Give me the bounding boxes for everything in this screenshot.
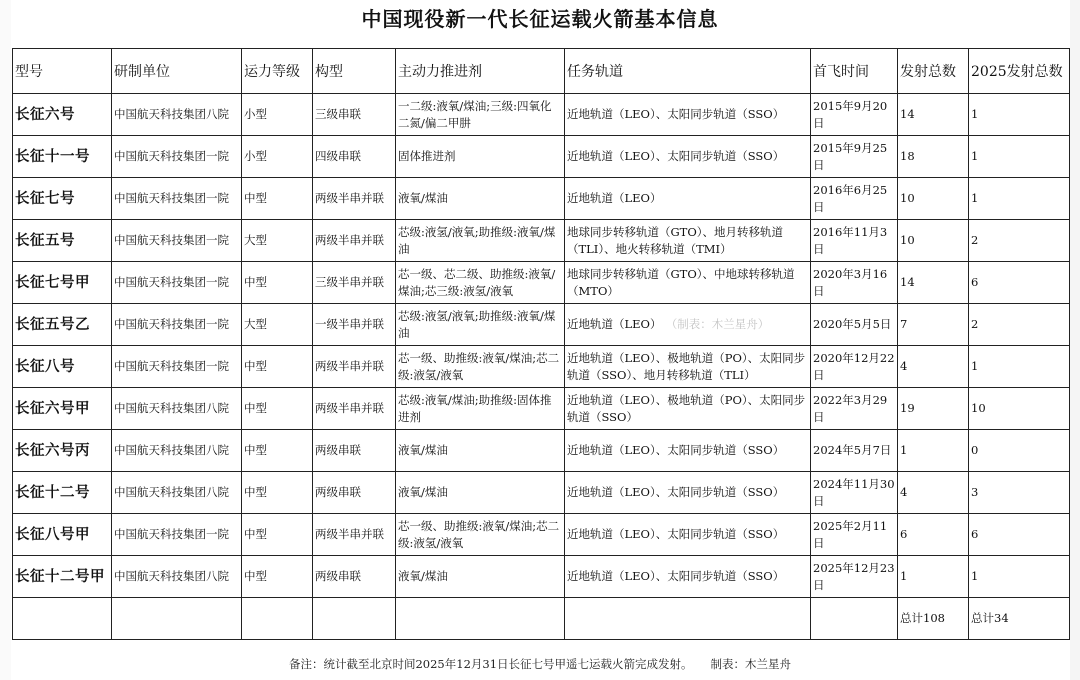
model-cell-text: 长征十二号甲 [15,568,105,585]
developer-cell-text: 中国航天科技集团一院 [114,275,229,289]
class-cell [242,94,313,136]
class-cell-text: 中型 [244,401,267,415]
class-cell [242,472,313,514]
config-cell [313,136,396,178]
propellant-cell-text: 一二级:液氧/煤油;三级:四氧化二氮/偏二甲肼 [398,98,552,130]
propellant-cell-text: 芯一级、助推级:液氧/煤油;芯二级:液氢/液氧 [398,518,560,550]
developer-cell-text: 中国航天科技集团一院 [114,317,229,331]
developer-cell-text: 中国航天科技集团八院 [114,569,229,583]
launches-2025-cell [969,136,1070,178]
launches-2025-cell [969,388,1070,430]
developer-cell [112,388,242,430]
first-flight-cell [811,220,898,262]
table-row [13,220,1070,262]
developer-cell [112,556,242,598]
propellant-cell [396,262,565,304]
class-cell-text: 中型 [244,443,267,457]
first-flight-cell [811,556,898,598]
total-launches-cell [898,94,969,136]
developer-cell [112,304,242,346]
developer-cell-text: 中国航天科技集团一院 [114,359,229,373]
first-flight-cell [811,262,898,304]
total-launches-cell-text: 7 [900,317,908,331]
propellant-cell [396,472,565,514]
propellant-cell-text: 液氧/煤油 [398,443,448,457]
developer-cell [112,136,242,178]
table-row [13,262,1070,304]
orbit-cell-text: 近地轨道（LEO）、太阳同步轨道（SSO） [567,527,785,541]
total-launches-cell-text: 19 [900,401,915,415]
total-launches-cell-text: 4 [900,359,908,373]
model-cell-text: 长征十二号 [15,484,90,501]
watermark-text: （制表：木兰星舟） [671,317,770,331]
orbit-cell-text: 近地轨道（LEO）、太阳同步轨道（SSO） [567,569,785,583]
model-cell [13,430,112,472]
propellant-cell-text: 芯级:液氢/液氧;助推级:液氧/煤油 [398,224,556,256]
config-cell-text: 三级串联 [315,107,361,121]
col-header-config: 构型 [313,49,396,94]
first-flight-cell-text: 2015年9月25日 [813,140,888,172]
total-launches-cell [898,304,969,346]
developer-cell [112,514,242,556]
first-flight-cell-text: 2025年2月11日 [813,518,888,550]
developer-cell-text: 中国航天科技集团一院 [114,527,229,541]
model-cell-text: 长征六号丙 [15,442,90,459]
orbit-cell [565,178,811,220]
first-flight-cell [811,304,898,346]
footer-note [0,656,1080,672]
model-cell [13,346,112,388]
launches-2025-cell [969,556,1070,598]
total-launches-cell [898,178,969,220]
total-launches-cell-text: 14 [900,107,915,121]
config-cell [313,304,396,346]
propellant-cell [396,94,565,136]
developer-cell [112,220,242,262]
launches-2025-cell [969,346,1070,388]
model-cell [13,262,112,304]
total-launches-cell-text: 4 [900,485,908,499]
first-flight-cell-text: 2016年6月25日 [813,182,888,214]
rocket-info-table [12,48,1070,640]
empty-cell [313,598,396,640]
launches-2025-cell-text: 1 [971,149,979,163]
propellant-cell [396,388,565,430]
launches-2025-cell-text: 6 [971,275,979,289]
config-cell-text: 两级串联 [315,569,361,583]
first-flight-cell-text: 2016年11月3日 [813,224,888,256]
col-header-class: 运力等级 [242,49,313,94]
table-row [13,430,1070,472]
developer-cell-text: 中国航天科技集团八院 [114,401,229,415]
propellant-cell-text: 液氧/煤油 [398,569,448,583]
orbit-cell-text: 近地轨道（LEO）、极地轨道（PO）、太阳同步轨道（SSO）、地月转移轨道（TLI） [567,350,806,382]
developer-cell [112,94,242,136]
class-cell [242,220,313,262]
page-margin-left [0,0,11,680]
class-cell [242,388,313,430]
launches-2025-cell-text: 10 [971,401,986,415]
orbit-cell-text: 近地轨道（LEO）、太阳同步轨道（SSO） [567,149,785,163]
empty-cell [13,598,112,640]
empty-cell [112,598,242,640]
model-cell-text: 长征七号 [15,190,75,207]
page-margin-right [1070,0,1080,680]
total-launches-cell-text: 6 [900,527,908,541]
first-flight-cell [811,430,898,472]
total-launches-cell [898,220,969,262]
propellant-cell [396,514,565,556]
launches-2025-cell-text: 1 [971,107,979,121]
table-row [13,94,1070,136]
orbit-cell-text: 地球同步转移轨道（GTO）、地月转移轨道（TLI）、地火转移轨道（TMI） [567,224,784,256]
orbit-cell [565,430,811,472]
model-cell-text: 长征五号 [15,232,75,249]
propellant-cell [396,136,565,178]
empty-cell [242,598,313,640]
orbit-cell [565,556,811,598]
table-row [13,514,1070,556]
model-cell-text: 长征五号乙 [15,316,90,333]
orbit-cell [565,514,811,556]
orbit-cell [565,304,811,346]
config-cell [313,94,396,136]
first-flight-cell [811,388,898,430]
config-cell-text: 一级半串并联 [315,317,384,331]
first-flight-cell-text: 2024年11月30日 [813,476,895,508]
total-launches-cell [898,514,969,556]
header-row [13,49,1070,94]
developer-cell [112,346,242,388]
total-launches-cell-text: 1 [900,443,908,457]
config-cell [313,178,396,220]
class-cell-text: 中型 [244,359,267,373]
developer-cell-text: 中国航天科技集团一院 [114,149,229,163]
developer-cell-text: 中国航天科技集团八院 [114,485,229,499]
developer-cell [112,178,242,220]
orbit-cell [565,472,811,514]
col-header-propellant: 主动力推进剂 [396,49,565,94]
total-launches-cell-text: 10 [900,191,915,205]
config-cell [313,388,396,430]
config-cell [313,556,396,598]
orbit-cell-text: 近地轨道（LEO） [567,317,662,331]
total-launches-cell-text: 14 [900,275,915,289]
config-cell-text: 两级串联 [315,485,361,499]
model-cell [13,94,112,136]
col-header-total: 发射总数 [898,49,969,94]
class-cell-text: 中型 [244,527,267,541]
model-cell [13,514,112,556]
model-cell [13,472,112,514]
table-row [13,178,1070,220]
first-flight-cell [811,136,898,178]
class-cell [242,136,313,178]
table-row [13,388,1070,430]
first-flight-cell-text: 2024年5月7日 [813,443,892,457]
model-cell [13,556,112,598]
propellant-cell-text: 液氧/煤油 [398,485,448,499]
propellant-cell-text: 芯级:液氢/液氧;助推级:液氧/煤油 [398,308,556,340]
launches-2025-cell-text: 0 [971,443,979,457]
first-flight-cell-text: 2020年5月5日 [813,317,892,331]
orbit-cell [565,346,811,388]
first-flight-cell-text: 2022年3月29日 [813,392,888,424]
config-cell-text: 两级半串并联 [315,359,384,373]
page-title: 中国现役新一代长征运载火箭基本信息 [361,7,719,31]
launches-2025-cell [969,178,1070,220]
launches-2025-cell-text: 2 [971,233,979,247]
developer-cell-text: 中国航天科技集团八院 [114,443,229,457]
remark-text: 备注：统计截至北京时间2025年12月31日长征七号甲遥七运载火箭完成发射。 [288,657,693,671]
propellant-cell-text: 芯级:液氧/煤油;助推级:固体推进剂 [398,392,552,424]
total-launches-cell-text: 10 [900,233,915,247]
orbit-cell-text: 近地轨道（LEO） [567,191,662,205]
first-flight-cell [811,472,898,514]
launches-2025-cell [969,304,1070,346]
first-flight-cell-text: 2020年12月22日 [813,350,895,382]
model-cell-text: 长征十一号 [15,148,90,165]
developer-cell [112,472,242,514]
col-header-orbit: 任务轨道 [565,49,811,94]
table-row [13,556,1070,598]
propellant-cell [396,178,565,220]
config-cell [313,472,396,514]
class-cell-text: 小型 [244,149,267,163]
class-cell [242,178,313,220]
propellant-cell [396,346,565,388]
first-flight-cell-text: 2015年9月20日 [813,98,888,130]
table-row [13,472,1070,514]
class-cell [242,430,313,472]
total-launches-cell [898,430,969,472]
first-flight-cell [811,346,898,388]
model-cell [13,220,112,262]
orbit-cell-text: 近地轨道（LEO）、太阳同步轨道（SSO） [567,107,785,121]
empty-cell [811,598,898,640]
propellant-cell [396,220,565,262]
model-cell [13,178,112,220]
orbit-cell [565,94,811,136]
col-header-total-2025: 2025发射总数 [969,49,1070,94]
total-launches-sum: 总计108 [898,598,969,640]
first-flight-cell-text: 2025年12月23日 [813,560,895,592]
config-cell-text: 两级串联 [315,443,361,457]
class-cell [242,262,313,304]
class-cell [242,346,313,388]
propellant-cell-text: 液氧/煤油 [398,191,448,205]
total-launches-cell [898,472,969,514]
propellant-cell [396,556,565,598]
totals-row [13,598,1070,640]
launches-2025-cell [969,430,1070,472]
propellant-cell [396,430,565,472]
launches-2025-cell [969,94,1070,136]
config-cell-text: 两级半串并联 [315,527,384,541]
developer-cell-text: 中国航天科技集团一院 [114,191,229,205]
orbit-cell-text: 近地轨道（LEO）、太阳同步轨道（SSO） [567,485,785,499]
orbit-cell-text: 近地轨道（LEO）、太阳同步轨道（SSO） [567,443,785,457]
launches-2025-cell-text: 1 [971,569,979,583]
empty-cell [565,598,811,640]
total-launches-cell-text: 18 [900,149,915,163]
table-row [13,346,1070,388]
launches-2025-cell-text: 2 [971,317,979,331]
config-cell [313,220,396,262]
col-header-first-flight: 首飞时间 [811,49,898,94]
config-cell [313,430,396,472]
class-cell-text: 中型 [244,485,267,499]
launches-2025-cell [969,220,1070,262]
col-header-developer: 研制单位 [112,49,242,94]
config-cell-text: 两级半串并联 [315,191,384,205]
model-cell [13,136,112,178]
class-cell [242,304,313,346]
class-cell-text: 小型 [244,107,267,121]
orbit-cell-text: 近地轨道（LEO）、极地轨道（PO）、太阳同步轨道（SSO） [567,392,806,424]
config-cell [313,262,396,304]
first-flight-cell [811,94,898,136]
first-flight-cell [811,514,898,556]
launches-2025-cell [969,262,1070,304]
developer-cell [112,430,242,472]
config-cell [313,514,396,556]
model-cell-text: 长征八号 [15,358,75,375]
propellant-cell-text: 芯一级、助推级:液氧/煤油;芯二级:液氢/液氧 [398,350,560,382]
total-launches-cell [898,388,969,430]
orbit-cell [565,220,811,262]
developer-cell-text: 中国航天科技集团八院 [114,107,229,121]
total-launches-cell [898,262,969,304]
empty-cell [396,598,565,640]
model-cell [13,304,112,346]
class-cell-text: 中型 [244,275,267,289]
launches-2025-cell [969,472,1070,514]
col-header-model: 型号 [13,49,112,94]
model-cell-text: 长征六号 [15,106,75,123]
developer-cell [112,262,242,304]
model-cell-text: 长征八号甲 [15,526,90,543]
launches-2025-cell-text: 1 [971,359,979,373]
propellant-cell [396,304,565,346]
developer-cell-text: 中国航天科技集团一院 [114,233,229,247]
model-cell [13,388,112,430]
total-launches-cell [898,556,969,598]
config-cell-text: 三级半串并联 [315,275,384,289]
propellant-cell-text: 固体推进剂 [398,149,456,163]
table-row [13,304,1070,346]
class-cell [242,556,313,598]
model-cell-text: 长征七号甲 [15,274,90,291]
maker-credit: 制表：木兰星舟 [710,657,792,671]
orbit-cell-text: 地球同步转移轨道（GTO）、中地球转移轨道（MTO） [567,266,795,298]
launches-2025-cell-text: 3 [971,485,979,499]
config-cell [313,346,396,388]
class-cell [242,514,313,556]
table-row [13,136,1070,178]
first-flight-cell [811,178,898,220]
class-cell-text: 大型 [244,233,267,247]
config-cell-text: 两级半串并联 [315,233,384,247]
orbit-cell [565,136,811,178]
config-cell-text: 两级半串并联 [315,401,384,415]
first-flight-cell-text: 2020年3月16日 [813,266,888,298]
launches-2025-cell [969,514,1070,556]
orbit-cell [565,388,811,430]
orbit-cell [565,262,811,304]
config-cell-text: 四级串联 [315,149,361,163]
class-cell-text: 中型 [244,569,267,583]
total-launches-cell [898,136,969,178]
propellant-cell-text: 芯一级、芯二级、助推级:液氧/煤油;芯三级:液氢/液氧 [398,266,556,298]
launches-2025-cell-text: 6 [971,527,979,541]
model-cell-text: 长征六号甲 [15,400,90,417]
launches-2025-cell-text: 1 [971,191,979,205]
class-cell-text: 中型 [244,191,267,205]
class-cell-text: 大型 [244,317,267,331]
total-2025-launches-sum: 总计34 [969,598,1070,640]
total-launches-cell-text: 1 [900,569,908,583]
total-launches-cell [898,346,969,388]
